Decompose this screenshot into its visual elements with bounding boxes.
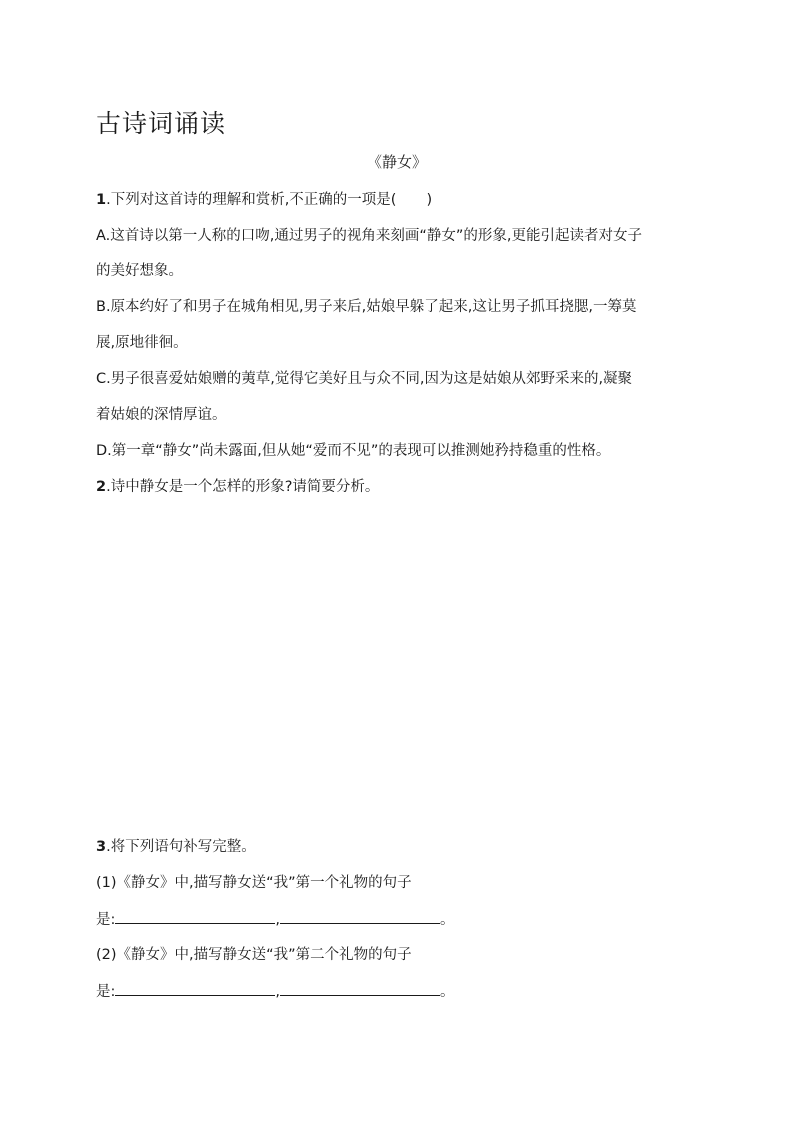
answer-blank-2[interactable] — [280, 909, 440, 924]
answer-separator: , — [275, 912, 280, 928]
option-a-line-2: 的美好想象。 — [96, 263, 183, 279]
option-c-line-1: C.男子很喜爱姑娘赠的荑草,觉得它美好且与众不同,因为这是姑娘从郊野采来的,凝聚 — [96, 371, 633, 387]
question-1-stem — [96, 190, 696, 210]
question-text-close: ) — [426, 192, 433, 208]
poem-title: 《静女》 — [366, 153, 427, 171]
q3-item-1-answer-line — [96, 909, 696, 930]
answer-blank-1[interactable] — [115, 981, 275, 996]
answer-blank-1[interactable] — [115, 909, 275, 924]
answer-lead: 是: — [96, 984, 116, 1000]
answer-separator: , — [275, 984, 280, 1000]
question-text: .下列对这首诗的理解和赏析,不正确的一项是( — [106, 192, 397, 208]
question-number: 3 — [96, 839, 107, 855]
option-b-line-2: 展,原地徘徊。 — [96, 335, 188, 351]
question-number: 2 — [96, 479, 107, 495]
question-2-stem — [96, 477, 696, 497]
answer-end: 。 — [440, 912, 455, 928]
answer-lead: 是: — [96, 912, 116, 928]
option-a-line-1: A.这首诗以第一人称的口吻,通过男子的视角来刻画“静女”的形象,更能引起读者对女子 — [96, 228, 643, 244]
q3-item-1-prompt: (1)《静女》中,描写静女送“我”第一个礼物的句子 — [96, 875, 412, 891]
option-d-line-1: D.第一章“静女”尚未露面,但从她“爱而不见”的表现可以推测她矜持稳重的性格。 — [96, 443, 611, 459]
option-b-line-1: B.原本约好了和男子在城角相见,男子来后,姑娘早躲了起来,这让男子抓耳挠腮,一筹莫 — [96, 299, 637, 315]
answer-blank-2[interactable] — [280, 981, 440, 996]
question-number: 1 — [96, 192, 107, 208]
question-3-stem — [96, 837, 696, 857]
answer-end: 。 — [440, 984, 455, 1000]
page-title: 古诗词诵读 — [96, 109, 227, 138]
q3-item-2-prompt: (2)《静女》中,描写静女送“我”第二个礼物的句子 — [96, 947, 412, 963]
question-text: .诗中静女是一个怎样的形象?请简要分析。 — [106, 479, 380, 495]
option-c-line-2: 着姑娘的深情厚谊。 — [96, 407, 227, 423]
q3-item-2-answer-line — [96, 981, 696, 1002]
question-text: .将下列语句补写完整。 — [106, 839, 256, 855]
